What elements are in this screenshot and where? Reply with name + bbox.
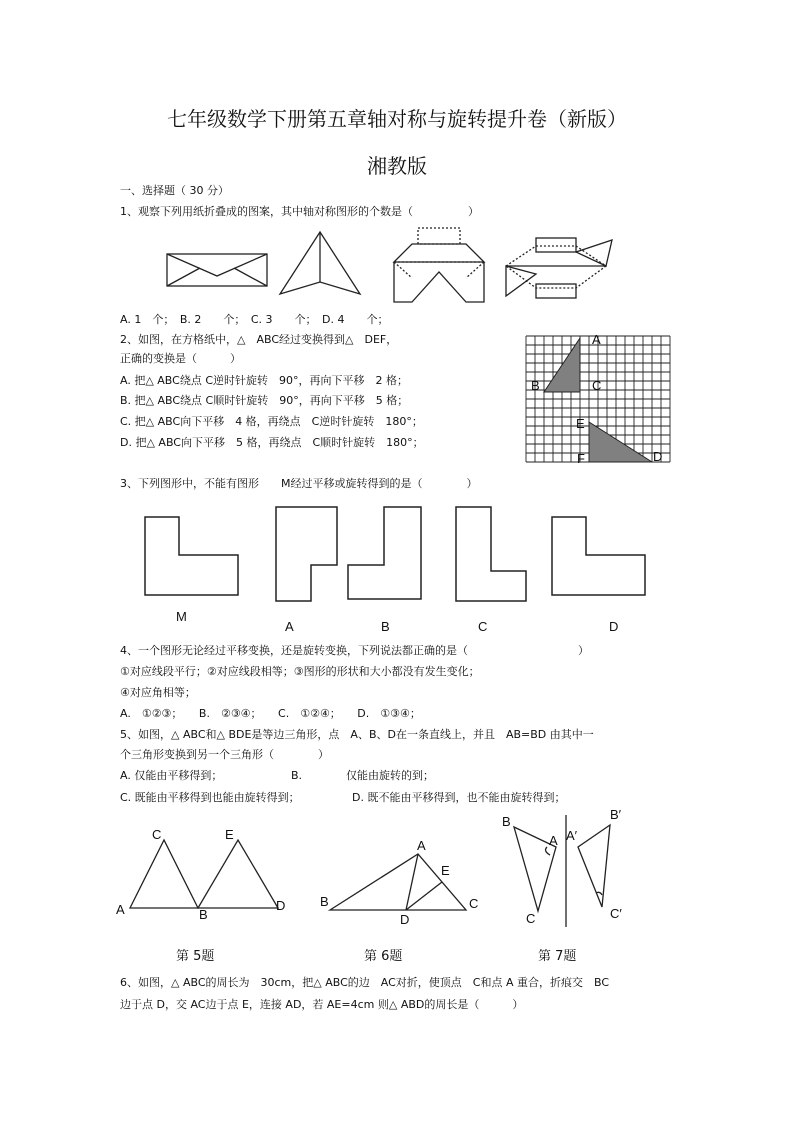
q3-label-c: C [478,619,488,634]
fig7-label-a-prime: A′ [566,828,578,843]
q2-label-b: B [531,378,540,393]
fig7-label-b-prime: B′ [610,807,622,822]
fig5-label-b: B [199,907,208,922]
q1-fig-kite [280,232,360,294]
q2-label-d: D [653,449,663,464]
fig5-label-a: A [116,902,125,917]
q5-option-c: C. 既能由平移得到也能由旋转得到； [120,791,300,804]
fig6-label-d: D [400,912,410,927]
q3-fig-b [348,507,421,599]
q5-option-a: A. 仅能由平移得到； [120,769,223,782]
fig6-label-c: C [469,896,479,911]
q2-option-d: D. 把△ ABC向下平移 5 格，再绕点 C顺时针旋转 180°； [120,436,424,449]
q2-stem2: 正确的变换是（ ） [120,352,241,365]
fig5-caption: 第 5题 [176,949,215,964]
q2-stem: 2、如图，在方格纸中，△ ABC经过变换得到△ DEF， [120,333,398,346]
q2-option-b: B. 把△ ABC绕点 C顺时针旋转 90°，再向下平移 5 格； [120,394,409,407]
q3-fig-a [276,507,337,601]
q3-figures [140,503,660,603]
fig6-label-a: A [417,838,426,853]
fig6-label-e: E [441,863,450,878]
q3-fig-c [456,507,526,601]
q4-line2: ④对应角相等； [120,686,196,699]
fig5-label-e: E [225,827,234,842]
q2-label-e: E [576,416,585,431]
q2-label-f: F [577,451,585,466]
fig5-label-c: C [152,827,162,842]
q3-fig-d [552,517,645,595]
q1-figures [160,226,620,306]
page-title: 七年级数学下册第五章轴对称与旋转提升卷（新版） [167,107,627,131]
fig7-label-c: C [526,911,536,926]
fig6-caption: 第 6题 [364,949,403,964]
q3-label-b: B [381,619,390,634]
q1-stem: 1、观察下列用纸折叠成的图案，其中轴对称图形的个数是（ ） [120,205,479,218]
fig5-label-d: D [276,898,286,913]
q1-options: A. 1 个； B. 2 个； C. 3 个； D. 4 个； [120,313,389,326]
section-heading: 一、选择题（ 30 分） [120,184,229,197]
fig6-label-b: B [320,894,329,909]
q4-line1: ①对应线段平行；②对应线段相等；③图形的形状和大小都没有发生变化； [120,665,480,678]
q6-stem2: 边于点 D，交 AC边于点 E，连接 AD，若 AE=4cm 则△ ABD的周长是（ ） [120,998,524,1011]
q5-stem2: 个三角形变换到另一个三角形（ ） [120,748,329,761]
triangle-def [589,422,652,462]
q4-stem: 4、一个图形无论经过平移变换，还是旋转变换，下列说法都正确的是（ ） [120,644,589,657]
q1-fig-folded-diamond [506,238,612,298]
q5-stem: 5、如图，△ ABC和△ BDE是等边三角形，点 A、B、D在一条直线上，并且 AB=BD 由其中一 [120,728,594,741]
q3-label-m: M [176,609,187,624]
page-subtitle: 湘教版 [367,154,427,178]
q3-label-d: D [609,619,619,634]
q5-option-d: D. 既不能由平移得到，也不能由旋转得到； [352,791,566,804]
q1-fig-folded-house [394,228,484,302]
q1-fig-envelope [167,254,267,286]
q3-fig-m [145,517,238,595]
q5-option-b: B. 仅能由旋转的到； [291,769,435,782]
fig7-caption: 第 7题 [538,949,577,964]
fig7-label-a: A [549,833,558,848]
q2-label-c: C [592,378,602,393]
fig7-label-c-prime: C′ [610,906,622,921]
fig6-triangle [318,840,478,920]
q2-grid-figure [526,336,670,466]
fig7-label-b: B [502,814,511,829]
q2-option-c: C. 把△ ABC向下平移 4 格，再绕点 C逆时针旋转 180°； [120,415,423,428]
q4-options: A. ①②③； B. ②③④； C. ①②④； D. ①③④； [120,707,421,720]
q2-option-a: A. 把△ ABC绕点 C逆时针旋转 90°，再向下平移 2 格； [120,374,409,387]
q2-label-a: A [592,332,601,347]
q3-stem: 3、下列图形中，不能有图形 M经过平移或旋转得到的是（ ） [120,477,478,490]
q6-stem: 6、如图，△ ABC的周长为 30cm，把△ ABC的边 AC对折，使顶点 C和点 A 重合，折痕交 BC [120,976,610,989]
q3-label-a: A [285,619,294,634]
